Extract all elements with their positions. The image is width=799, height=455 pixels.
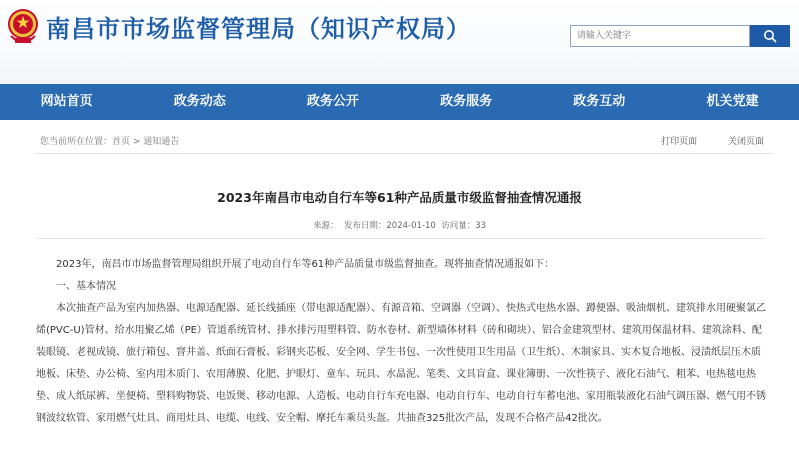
views-label: 访问量： (441, 221, 476, 231)
search-icon (763, 29, 777, 43)
section-heading: 一、基本情况 (56, 281, 116, 292)
intro-paragraph: 2023年，南昌市市场监督管理局组织开展了电动自行车等61种产品质量市级监督抽查。现将抽查情况通报如下： (56, 259, 555, 270)
article-title: 2023年南昌市电动自行车等61种产品质量市级监督抽查情况通报 (217, 190, 582, 205)
nav-item-public[interactable]: 政务公开 (306, 94, 359, 109)
print-page-link[interactable]: 打印页面 (661, 137, 698, 147)
breadcrumb-separator: > (130, 137, 144, 147)
publish-date: 2024-01-10 (386, 221, 436, 231)
site-header (0, 0, 799, 84)
view-count: 33 (475, 221, 487, 231)
page-actions (633, 130, 764, 154)
nav-item-news[interactable]: 政务动态 (173, 94, 226, 109)
breadcrumb (40, 130, 179, 154)
close-page-link[interactable]: 关闭页面 (727, 137, 764, 147)
breadcrumb-prefix: 您当前所在位置： (40, 137, 113, 147)
body-paragraph: 本次抽查产品为室内加热器、电源适配器、延长线插座（带电源适配器）、有源音箱、空调器（空调）、快热式电热水器、蹲便器、吸油烟机、建筑排水用硬聚氯乙烯(PVC-U)管材、给水用聚乙烯（PE）管道系统管材、排水排污用塑料管、防水卷材、新型墙体材料（砖和砌块）、铝合金建筑型材、建筑用保温材料、建筑涂料、配装眼镜、老视成镜、旅行箱包、窨井盖、纸面石膏板、彩钢夹芯板、安全网、学生书包、一次性使用卫生用品（卫生纸）、木制家具、实木复合地板、浸渍纸层压木质地板、床垫、办公椅、室内用木质门、农用薄膜、化肥、护眼灯、童车、玩具、水晶泥、笔类、文具盲盒、课业簿册、一次性筷子、液化石油气、粗苯、电热毯电热垫、成人纸尿裤、坐便椅、塑料购物袋、电饭煲、移动电源、人造板、电动自行车充电器、电动自行车、电动自行车蓄电池、家用瓶装液化石油气调压器、燃气用不锈钢波纹软管、家用燃气灶具、商用灶具、电缆、电线、安全帽、摩托车乘员头盔。共抽查325批次产品，发现不合格产品42批次。 (36, 303, 766, 424)
date-label: 发布日期： (343, 221, 387, 231)
breadcrumb-bar (34, 130, 774, 154)
site-title[interactable]: 南昌市市场监督管理局（知识产权局） (46, 15, 471, 43)
source-label: 来源： (312, 221, 339, 231)
search-input[interactable] (570, 25, 750, 47)
meta-divider (36, 238, 766, 239)
national-emblem-icon (6, 8, 40, 48)
article-body (36, 254, 766, 430)
search-button[interactable] (750, 25, 790, 47)
main-nav (0, 84, 799, 120)
breadcrumb-current[interactable]: 通知通告 (143, 137, 180, 147)
nav-item-home[interactable]: 网站首页 (40, 94, 93, 109)
nav-item-service[interactable]: 政务服务 (440, 94, 493, 109)
article-meta (0, 219, 799, 231)
nav-item-interaction[interactable]: 政务互动 (573, 94, 626, 109)
nav-item-party[interactable]: 机关党建 (706, 94, 759, 109)
breadcrumb-home-link[interactable]: 首页 (112, 137, 131, 147)
